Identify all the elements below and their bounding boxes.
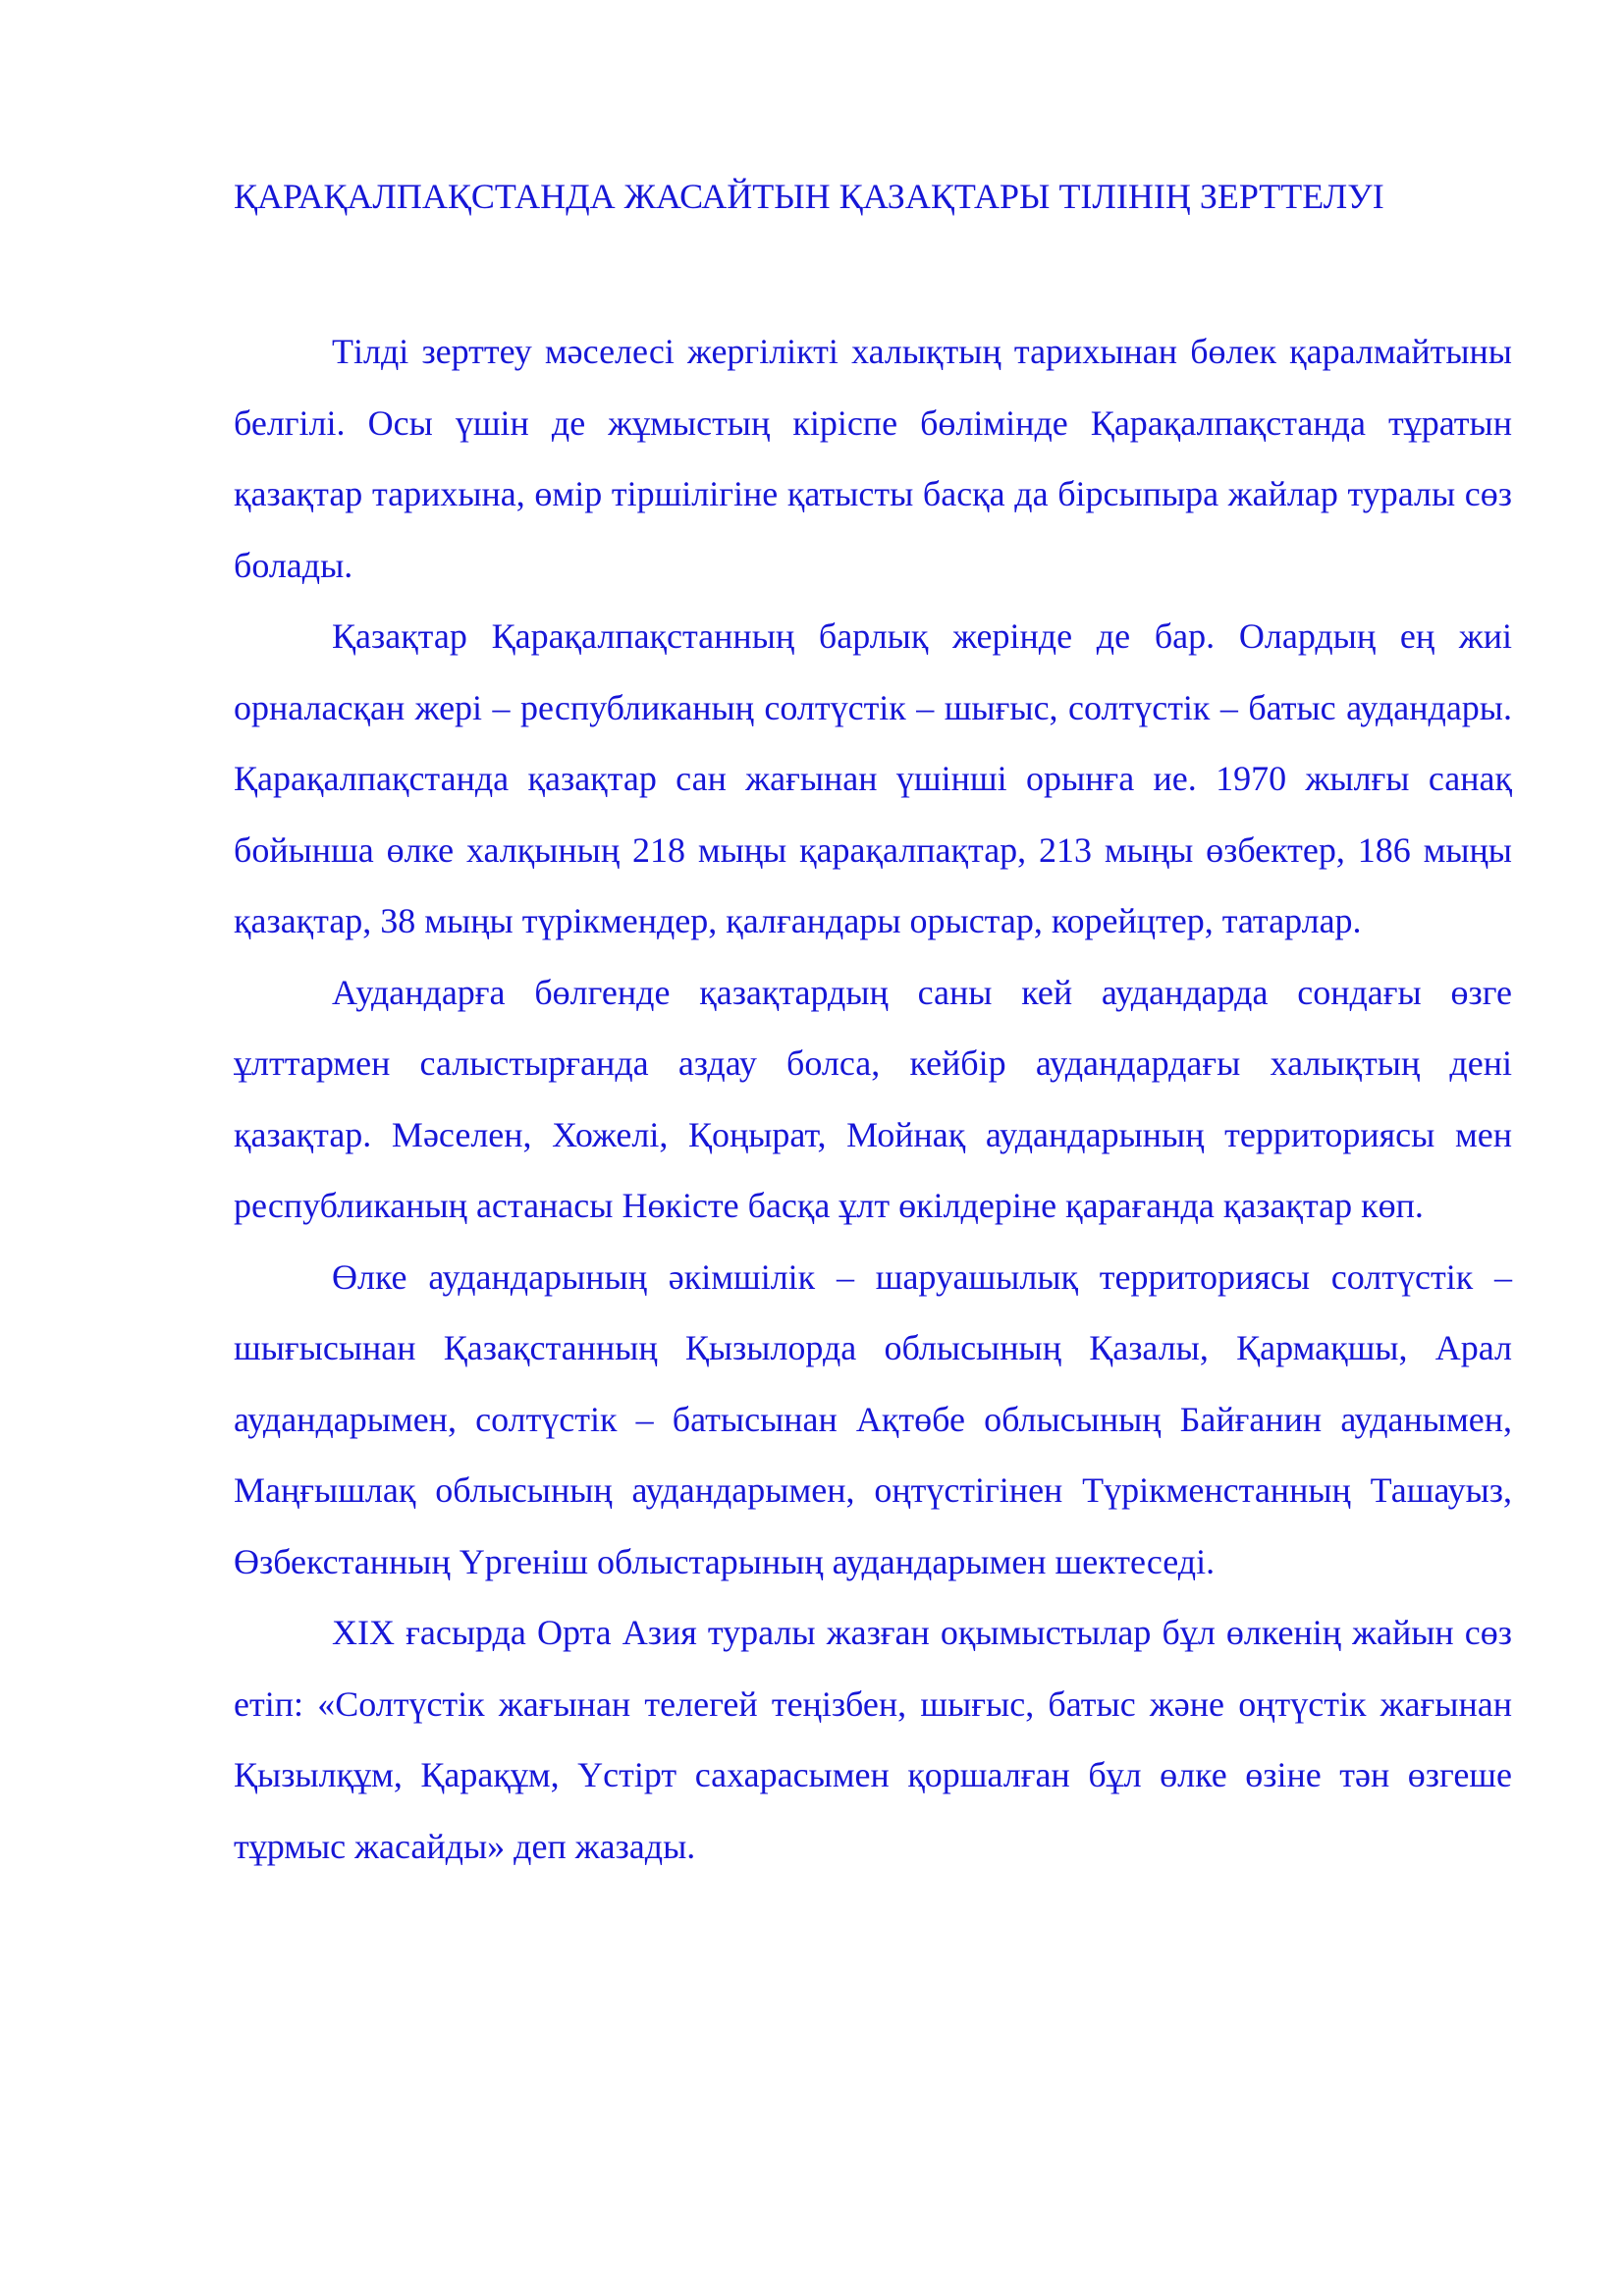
paragraph-2: Қазақтар Қарақалпақстанның барлық жерінде де бар. Олардың ең жиі орналасқан жері – республиканың солтүстік – шығыс, солтүстік – батыс аудандары. Қарақалпақстанда қазақтар сан жағынан үшінші орынға ие. 1970 жылғы санақ бойынша өлке халқының 218 мыңы қарақалпақтар, 213 мыңы өзбектер, 186 мыңы қазақтар, 38 мыңы түрікмендер, қалғандары орыстар, корейцтер, татарлар. <box>234 616 1512 940</box>
paragraph-4: Өлке аудандарының әкімшілік – шаруашылық территориясы солтүстік – шығысынан Қазақстанның Қызылорда облысының Қазалы, Қармақшы, Арал аудандарымен, солтүстік – батысынан Ақтөбе облысының Байғанин ауданымен, Маңғышлақ облысының аудандарымен, оңтүстігінен Түрікменстанның Ташауыз, Өзбекстанның Үргеніш облыстарының аудандарымен шектеседі. <box>234 1256 1512 1581</box>
paragraph-5: XIX ғасырда Орта Азия туралы жазған оқымыстылар бұл өлкенің жайын сөз етіп: «Солтүстік жағынан телегей теңізбен, шығыс, батыс және оңтүстік жағынан Қызылқұм, Қарақұм, Үстірт сахарасымен қоршалған бұл өлке өзіне тән өзгеше тұрмыс жасайды» деп жазады. <box>234 1613 1512 1866</box>
paragraph-3: Аудандарға бөлгенде қазақтардың саны кей аудандарда сондағы өзге ұлттармен салыстырғанда аздау болса, кейбір аудандардағы халықтың дені қазақтар. Мәселен, Хожелі, Қоңырат, Мойнақ аудандарының территориясы мен республиканың астанасы Нөкісте басқа ұлт өкілдеріне қарағанда қазақтар көп. <box>234 972 1512 1225</box>
document-title: ҚАРАҚАЛПАҚСТАНДА ЖАСАЙТЫН ҚАЗАҚТАРЫ ТІЛІНІҢ ЗЕРТТЕЛУІ <box>234 177 1384 216</box>
paragraph-1: Тілді зерттеу мәселесі жергілікті халықтың тарихынан бөлек қаралмайтыны белгілі. Осы үшін де жұмыстың кіріспе бөлімінде Қарақалпақстанда тұратын қазақтар тарихына, өмір тіршілігіне қатысты басқа да бірсыпыра жайлар туралы сөз болады. <box>234 332 1512 585</box>
document-body <box>234 316 1512 1882</box>
